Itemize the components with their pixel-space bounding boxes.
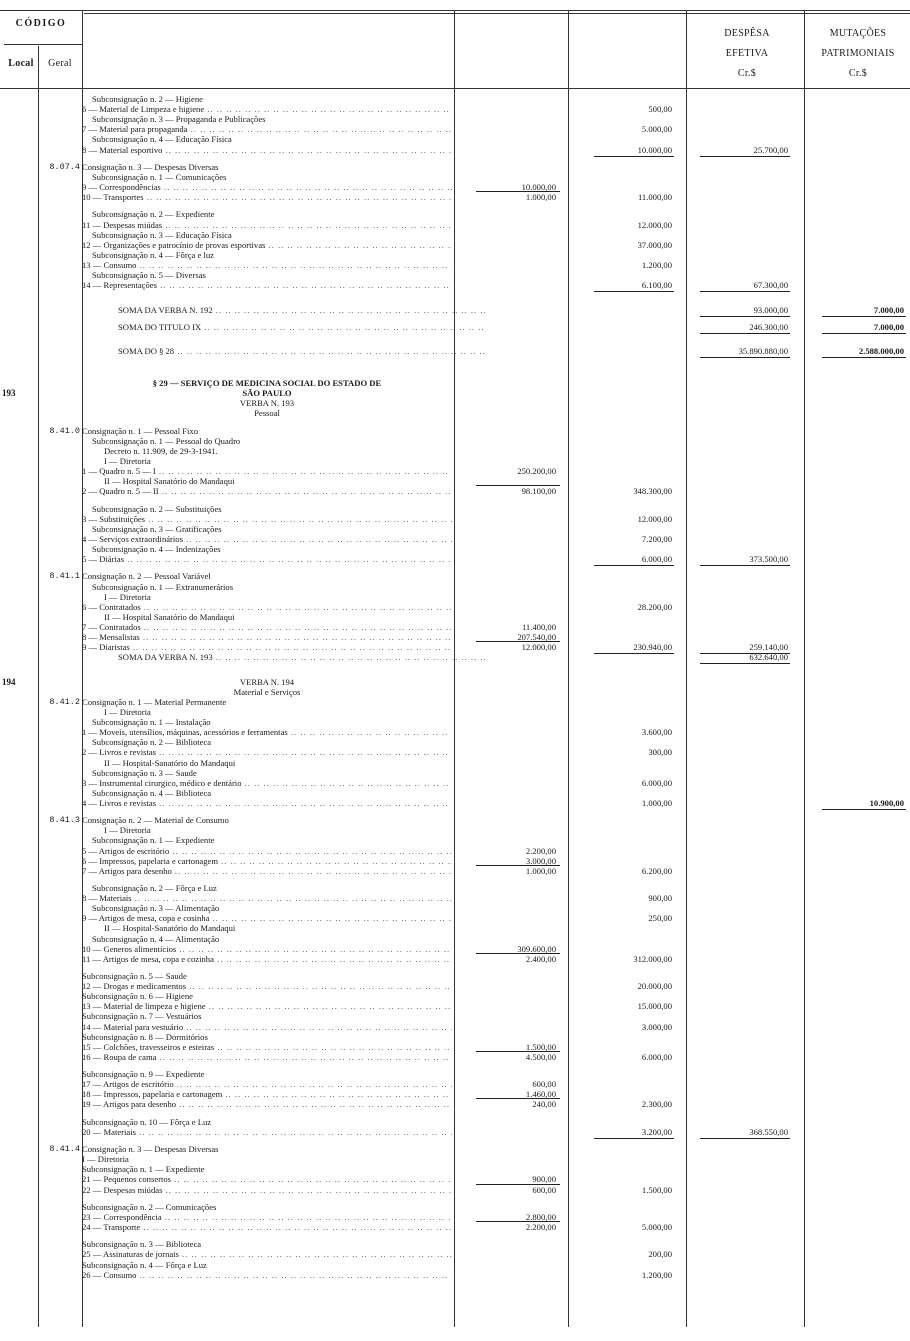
header-bottom-rule xyxy=(0,88,910,89)
item-description: Subconsignação n. 3 — Educação Física xyxy=(92,229,232,240)
table-row xyxy=(0,305,910,316)
amount-col-2: 2.300,00 xyxy=(641,1099,672,1110)
subtotal-rule xyxy=(476,191,560,192)
subtotal-rule xyxy=(594,1138,674,1139)
amount-col-2: 1.500,00 xyxy=(641,1184,672,1195)
amount-col-2: 1.200,00 xyxy=(641,1269,672,1280)
item-description: Subconsignação n. 1 — Extranumerários xyxy=(92,581,234,592)
item-description: I — Diretoria xyxy=(104,456,151,466)
table-row xyxy=(0,322,910,333)
item-description: Subconsignação n. 4 — Biblioteca xyxy=(92,787,212,798)
amount-col-2: 348.300,00 xyxy=(633,486,672,497)
table-row xyxy=(0,1052,910,1063)
amount-col-2: 5.000,00 xyxy=(641,124,672,135)
amount-col-1: 600,00 xyxy=(532,1184,556,1195)
amount-col-2: 37.000,00 xyxy=(637,239,672,250)
item-description: Subconsignação n. 4 — Fôrça e luz xyxy=(92,249,214,260)
subtotal-rule xyxy=(594,565,674,566)
amount-col-2: 3.200,00 xyxy=(641,1126,672,1137)
item-description: 14 — Representações .. .. xyxy=(82,280,452,291)
item-description: Subconsignação n. 10 — Fôrça e Luz xyxy=(82,1116,212,1127)
codigo-underline xyxy=(4,44,82,45)
item-description: Subconsignação n. 1 — Pessoal do Quadro xyxy=(92,435,241,446)
item-description: Consignação n. 2 — Material de Consumo xyxy=(82,815,229,826)
item-description: 9 — Correspondências .. .. xyxy=(82,182,452,193)
item-description: 1 — Quadro n. 5 — I .. .. xyxy=(82,466,452,477)
item-description: 5 — Artigos de escritório .. .. xyxy=(82,846,452,857)
item-description: Subconsignação n. 2 — Biblioteca xyxy=(92,737,212,748)
amount-despesa-efetiva: 35.890.880,00 xyxy=(738,346,788,357)
item-description: 7 — Artigos para desenho .. .. xyxy=(82,866,452,877)
item-description: SOMA DA VERBA N. 193 .. .. xyxy=(82,652,488,663)
amount-mutacoes: 7.000,00 xyxy=(873,321,904,332)
item-description: Consignação n. 2 — Pessoal Variável xyxy=(82,571,211,582)
amount-col-2: 7.200,00 xyxy=(641,533,672,544)
item-description: 6 — Material de Limpeza e higiene .. .. xyxy=(82,104,452,115)
item-description: Consignação n. 3 — Despesas Diversas xyxy=(82,1144,219,1155)
section-title: § 29 — SERVIÇO DE MEDICINA SOCIAL DO ESTADO DE xyxy=(152,378,382,389)
table-row xyxy=(0,486,910,497)
header-mutacoes-1: MUTAÇÕES xyxy=(829,28,887,39)
item-description: 12 — Drogas e medicamentos .. .. xyxy=(82,981,452,992)
amount-col-2: 6.000,00 xyxy=(641,554,672,565)
amount-col-1: 207.540,00 xyxy=(517,632,556,642)
item-description: 17 — Artigos de escritório .. .. xyxy=(82,1079,452,1090)
item-description: Subconsignação n. 3 — Gratificações xyxy=(92,523,222,534)
total-rule xyxy=(822,357,906,358)
top-rule-double xyxy=(84,13,910,14)
amount-col-2: 230.940,00 xyxy=(633,642,672,653)
amount-col-2: 312.000,00 xyxy=(633,953,672,964)
amount-col-1: 1.000,00 xyxy=(525,865,556,876)
amount-col-1: 2.400,00 xyxy=(525,953,556,964)
verba-number: 194 xyxy=(2,676,16,687)
amount-col-2: 3.600,00 xyxy=(641,727,672,738)
item-description: Subconsignação n. 4 — Alimentação xyxy=(92,933,220,944)
item-description: Subconsignação n. 2 — Higiene xyxy=(92,94,203,104)
header-despesa-3: Cr.$ xyxy=(737,68,757,79)
item-description: Subconsignação n. 3 — Propaganda e Publicações xyxy=(92,114,266,125)
item-description: Subconsignação n. 7 — Vestuários xyxy=(82,1011,202,1022)
item-description: 22 — Despesas miúdas .. .. xyxy=(82,1185,452,1196)
item-description: I — Diretoria xyxy=(104,591,151,602)
amount-col-1: 11.400,00 xyxy=(521,621,556,632)
code-geral: 8.41.0 xyxy=(49,425,80,436)
amount-col-2: 200,00 xyxy=(648,1249,672,1260)
item-description: Subconsignação n. 2 — Fôrça e Luz xyxy=(92,883,217,893)
total-rule xyxy=(822,316,906,317)
table-row xyxy=(0,192,910,203)
item-description: Subconsignação n. 1 — Expediente xyxy=(82,1164,205,1175)
total-rule xyxy=(700,316,790,317)
total-rule xyxy=(700,156,790,157)
item-description: 25 — Assinaturas de jornais .. .. xyxy=(82,1249,452,1260)
total-rule xyxy=(700,663,790,664)
amount-col-1: 12.000,00 xyxy=(521,642,556,653)
table-row xyxy=(0,346,910,357)
item-description: Subconsignação n. 3 — Alimentação xyxy=(92,903,220,914)
table-row xyxy=(0,1127,910,1138)
item-description: 15 — Colchões, travesseiros e esteiras .. .. xyxy=(82,1042,452,1053)
item-description: 8 — Materiais .. .. xyxy=(82,893,452,904)
item-description: 18 — Impressos, papelaria e cartonagem .. .. xyxy=(82,1089,452,1100)
table-row xyxy=(0,1185,910,1196)
code-geral: 8.41.4 xyxy=(49,1144,80,1155)
item-description: Subconsignação n. 4 — Indenizações xyxy=(92,544,221,554)
verba-heading: Material e Serviços xyxy=(233,686,301,697)
item-description: 16 — Roupa de cama .. .. xyxy=(82,1052,452,1063)
amount-col-2: 900,00 xyxy=(648,893,672,904)
subtotal-rule xyxy=(476,865,560,866)
item-description: Subconsignação n. 1 — Comunicações xyxy=(92,171,227,182)
amount-col-2: 250,00 xyxy=(648,913,672,924)
item-description: Subconsignação n. 5 — Saude xyxy=(82,971,187,981)
item-description: I — Diretoria xyxy=(82,1154,129,1165)
table-row xyxy=(0,954,910,965)
subtotal-rule xyxy=(594,156,674,157)
table-row xyxy=(0,652,910,663)
amount-col-1: 600,00 xyxy=(532,1079,556,1090)
item-description: SOMA DO § 28 .. .. xyxy=(82,346,488,357)
amount-col-2: 6.200,00 xyxy=(641,865,672,876)
table-row xyxy=(0,554,910,565)
header-despesa-2: EFETIVA xyxy=(725,48,769,59)
amount-col-1: 2.200,00 xyxy=(525,1222,556,1232)
amount-despesa-efetiva: 259.140,00 xyxy=(749,642,788,653)
item-description: 12 — Organizações e patrocínio de provas esportivas .. .. xyxy=(82,240,452,251)
subtotal-rule xyxy=(476,485,560,486)
item-description: 8 — Material esportivo .. .. xyxy=(82,145,452,156)
amount-col-2: 6.100,00 xyxy=(641,280,672,291)
item-description: 1 — Moveis, utensílios, máquinas, acessórios e ferramentas .. .. xyxy=(82,727,452,738)
table-row xyxy=(0,280,910,291)
item-description: Subconsignação n. 4 — Educação Física xyxy=(92,134,232,145)
item-description: 11 — Artigos de mesa, copa e cozinha .. .. xyxy=(82,954,452,965)
amount-col-2: 500,00 xyxy=(648,104,672,115)
amount-col-1: 250.200,00 xyxy=(517,466,556,477)
item-description: 14 — Material para vestuário .. .. xyxy=(82,1022,452,1033)
amount-col-2: 5.000,00 xyxy=(641,1222,672,1232)
total-rule xyxy=(700,333,790,334)
amount-col-2: 1.200,00 xyxy=(641,259,672,270)
amount-col-1: 4.500,00 xyxy=(525,1051,556,1062)
amount-col-2: 1.000,00 xyxy=(641,797,672,808)
amount-col-1: 900,00 xyxy=(532,1174,556,1185)
amount-col-2: 12.000,00 xyxy=(637,513,672,524)
item-description: Consignação n. 1 — Material Permanente xyxy=(82,696,227,707)
item-description: 10 — Transportes .. .. xyxy=(82,192,452,203)
amount-mutacoes: 7.000,00 xyxy=(873,304,904,315)
item-description: 8 — Mensalistas .. .. xyxy=(82,632,452,643)
amount-col-2: 20.000,00 xyxy=(637,981,672,992)
item-description: 23 — Correspondência .. .. xyxy=(82,1212,452,1223)
table-row xyxy=(0,1222,910,1233)
amount-despesa-efetiva: 368.550,00 xyxy=(749,1126,788,1137)
header-mutacoes-2: PATRIMONIAIS xyxy=(821,48,895,59)
amount-mutacoes: 2.588.000,00 xyxy=(858,346,904,357)
top-rule xyxy=(0,10,910,11)
item-description: 4 — Serviços extraordinários .. .. xyxy=(82,534,452,545)
verba-heading: Pessoal xyxy=(254,408,280,419)
item-description: II — Hospital Sanatório do Mandaqui xyxy=(104,476,235,487)
code-geral: 8.41.1 xyxy=(49,571,80,582)
amount-col-1: 1.500,00 xyxy=(525,1041,556,1052)
amount-col-1: 1.460,00 xyxy=(525,1089,556,1100)
item-description: Subconsignação n. 8 — Dormitórios xyxy=(82,1031,208,1042)
amount-col-2: 6.000,00 xyxy=(641,777,672,788)
item-description: Decreto n. 11.909, de 29-3-1941. xyxy=(104,445,218,456)
amount-col-1: 10.000,00 xyxy=(521,182,556,192)
amount-col-2: 3.000,00 xyxy=(641,1021,672,1032)
item-description: II — Hospital Sanatório do Mandaqui xyxy=(104,611,235,622)
table-row xyxy=(0,798,910,809)
code-geral: 8.41.2 xyxy=(49,696,80,707)
amount-despesa-efetiva: 373.500,00 xyxy=(749,554,788,565)
item-description: 5 — Diárias .. .. xyxy=(82,554,452,565)
item-description: Subconsignação n. 1 — Instalação xyxy=(92,717,211,728)
item-description: 6 — Contratados .. .. xyxy=(82,602,452,613)
item-description: Subconsignação n. 2 — Expediente xyxy=(92,209,215,220)
item-description: Subconsignação n. 2 — Substituições xyxy=(92,503,222,514)
item-description: Subconsignação n. 4 — Fôrça e Luz xyxy=(82,1259,207,1270)
item-description: Subconsignação n. 3 — Biblioteca xyxy=(82,1239,202,1250)
total-rule xyxy=(700,291,790,292)
section-title: SÃO PAULO xyxy=(242,388,292,399)
amount-col-2: 12.000,00 xyxy=(637,219,672,230)
item-description: Subconsignação n. 5 — Diversas xyxy=(92,270,206,280)
amount-col-2: 6.000,00 xyxy=(641,1051,672,1062)
amount-col-1: 1.000,00 xyxy=(525,192,556,203)
item-description: 21 — Pequenos consertos .. .. xyxy=(82,1174,452,1185)
amount-col-2: 15.000,00 xyxy=(637,1001,672,1012)
item-description: Subconsignação n. 9 — Expediente xyxy=(82,1069,205,1080)
item-description: 10 — Generos alimentícios .. .. xyxy=(82,944,452,955)
item-description: 4 — Livros e revistas .. .. xyxy=(82,798,452,809)
item-description: SOMA DA VERBA N. 192 .. .. xyxy=(82,305,488,316)
subtotal-rule xyxy=(476,1184,560,1185)
table-row xyxy=(0,408,910,419)
header-despesa-1: DESPÊSA xyxy=(724,28,770,39)
item-description: Subconsignação n. 1 — Expediente xyxy=(92,835,215,846)
total-rule xyxy=(822,809,906,810)
item-description: 6 — Impressos, papelaria e cartonagem .. .. xyxy=(82,856,452,867)
item-description: II — Hospital-Sanatório do Mandaqui xyxy=(104,923,236,934)
code-geral: 8.41.3 xyxy=(49,815,80,826)
item-description: 9 — Diaristas .. .. xyxy=(82,642,452,653)
item-description: Consignação n. 3 — Despesas Diversas xyxy=(82,161,219,172)
subtotal-rule xyxy=(594,291,674,292)
item-description: Subconsignação n. 2 — Comunicações xyxy=(82,1201,217,1212)
header-codigo: CÓDIGO xyxy=(15,18,67,29)
total-rule xyxy=(700,565,790,566)
item-description: Consignação n. 1 — Pessoal Fixo xyxy=(82,425,199,436)
item-description: 9 — Artigos de mesa, copa e cosinha .. .. xyxy=(82,913,452,924)
amount-col-1: 240,00 xyxy=(532,1099,556,1110)
header-geral: Geral xyxy=(48,58,72,69)
item-description: 3 — Instrumental cirurgico, médico e dentário .. .. xyxy=(82,778,452,789)
amount-despesa-efetiva: 67.300,00 xyxy=(753,280,788,291)
item-description: 7 — Contratados .. .. xyxy=(82,622,452,633)
table-row xyxy=(0,866,910,877)
item-description: I — Diretoria xyxy=(104,707,151,717)
table-row xyxy=(0,1099,910,1110)
total-rule xyxy=(822,333,906,334)
item-description: I — Diretoria xyxy=(104,825,151,836)
verba-heading: VERBA N. 194 xyxy=(239,676,295,687)
amount-despesa-efetiva: 93.000,00 xyxy=(753,304,788,315)
amount-col-2: 11.000,00 xyxy=(637,192,672,203)
item-description: 19 — Artigos para desenho .. .. xyxy=(82,1099,452,1110)
item-description: 26 — Consumo .. .. xyxy=(82,1270,452,1281)
item-description: 2 — Quadro n. 5 — II .. .. xyxy=(82,486,452,497)
total-rule xyxy=(700,357,790,358)
item-description: SOMA DO TITULO IX .. .. xyxy=(82,322,488,333)
amount-col-1: 309.600,00 xyxy=(517,943,556,954)
subtotal-rule xyxy=(476,641,560,642)
subtotal-rule xyxy=(476,953,560,954)
subtotal-rule xyxy=(476,1098,560,1099)
total-rule xyxy=(700,1138,790,1139)
item-description: 20 — Materiais .. .. xyxy=(82,1127,452,1138)
amount-despesa-efetiva: 25.700,00 xyxy=(753,144,788,155)
item-description: 3 — Substituições .. .. xyxy=(82,514,452,525)
amount-col-2: 10.000,00 xyxy=(637,144,672,155)
amount-col-1: 2.200,00 xyxy=(525,845,556,856)
item-description: 7 — Material para propaganda .. .. xyxy=(82,124,452,135)
amount-despesa-efetiva: 632.640,00 xyxy=(749,652,788,663)
item-description: Subconsignação n. 3 — Saude xyxy=(92,767,197,778)
item-description: 13 — Consumo .. .. xyxy=(82,260,452,271)
amount-col-1: 2.800,00 xyxy=(525,1211,556,1222)
item-description: II — Hospital-Sanatório do Mandaqui xyxy=(104,757,236,768)
amount-mutacoes: 10.900,00 xyxy=(869,797,904,808)
item-description: 2 — Livros e revistas .. .. xyxy=(82,747,452,758)
amount-col-2: 28.200,00 xyxy=(637,601,672,612)
item-description: Subconsignação n. 6 — Higiene xyxy=(82,991,193,1002)
item-description: 11 — Despesas miúdas .. .. xyxy=(82,220,452,231)
header-local: Local xyxy=(8,58,34,69)
amount-col-1: 98.100,00 xyxy=(521,486,556,497)
subtotal-rule xyxy=(476,1221,560,1222)
item-description: 24 — Transporte .. .. xyxy=(82,1222,452,1233)
amount-despesa-efetiva: 246.300,00 xyxy=(749,321,788,332)
amount-col-1: 3.000,00 xyxy=(525,855,556,866)
code-geral: 8.07.4 xyxy=(49,161,80,172)
table-row xyxy=(0,145,910,156)
subtotal-rule xyxy=(476,1051,560,1052)
verba-number: 193 xyxy=(2,388,16,399)
header-mutacoes-3: Cr.$ xyxy=(848,68,868,79)
verba-heading: VERBA N. 193 xyxy=(239,398,295,409)
amount-col-2: 300,00 xyxy=(648,747,672,758)
item-description: 13 — Material de limpeza e higiene .. .. xyxy=(82,1001,452,1012)
table-row xyxy=(0,1270,910,1281)
